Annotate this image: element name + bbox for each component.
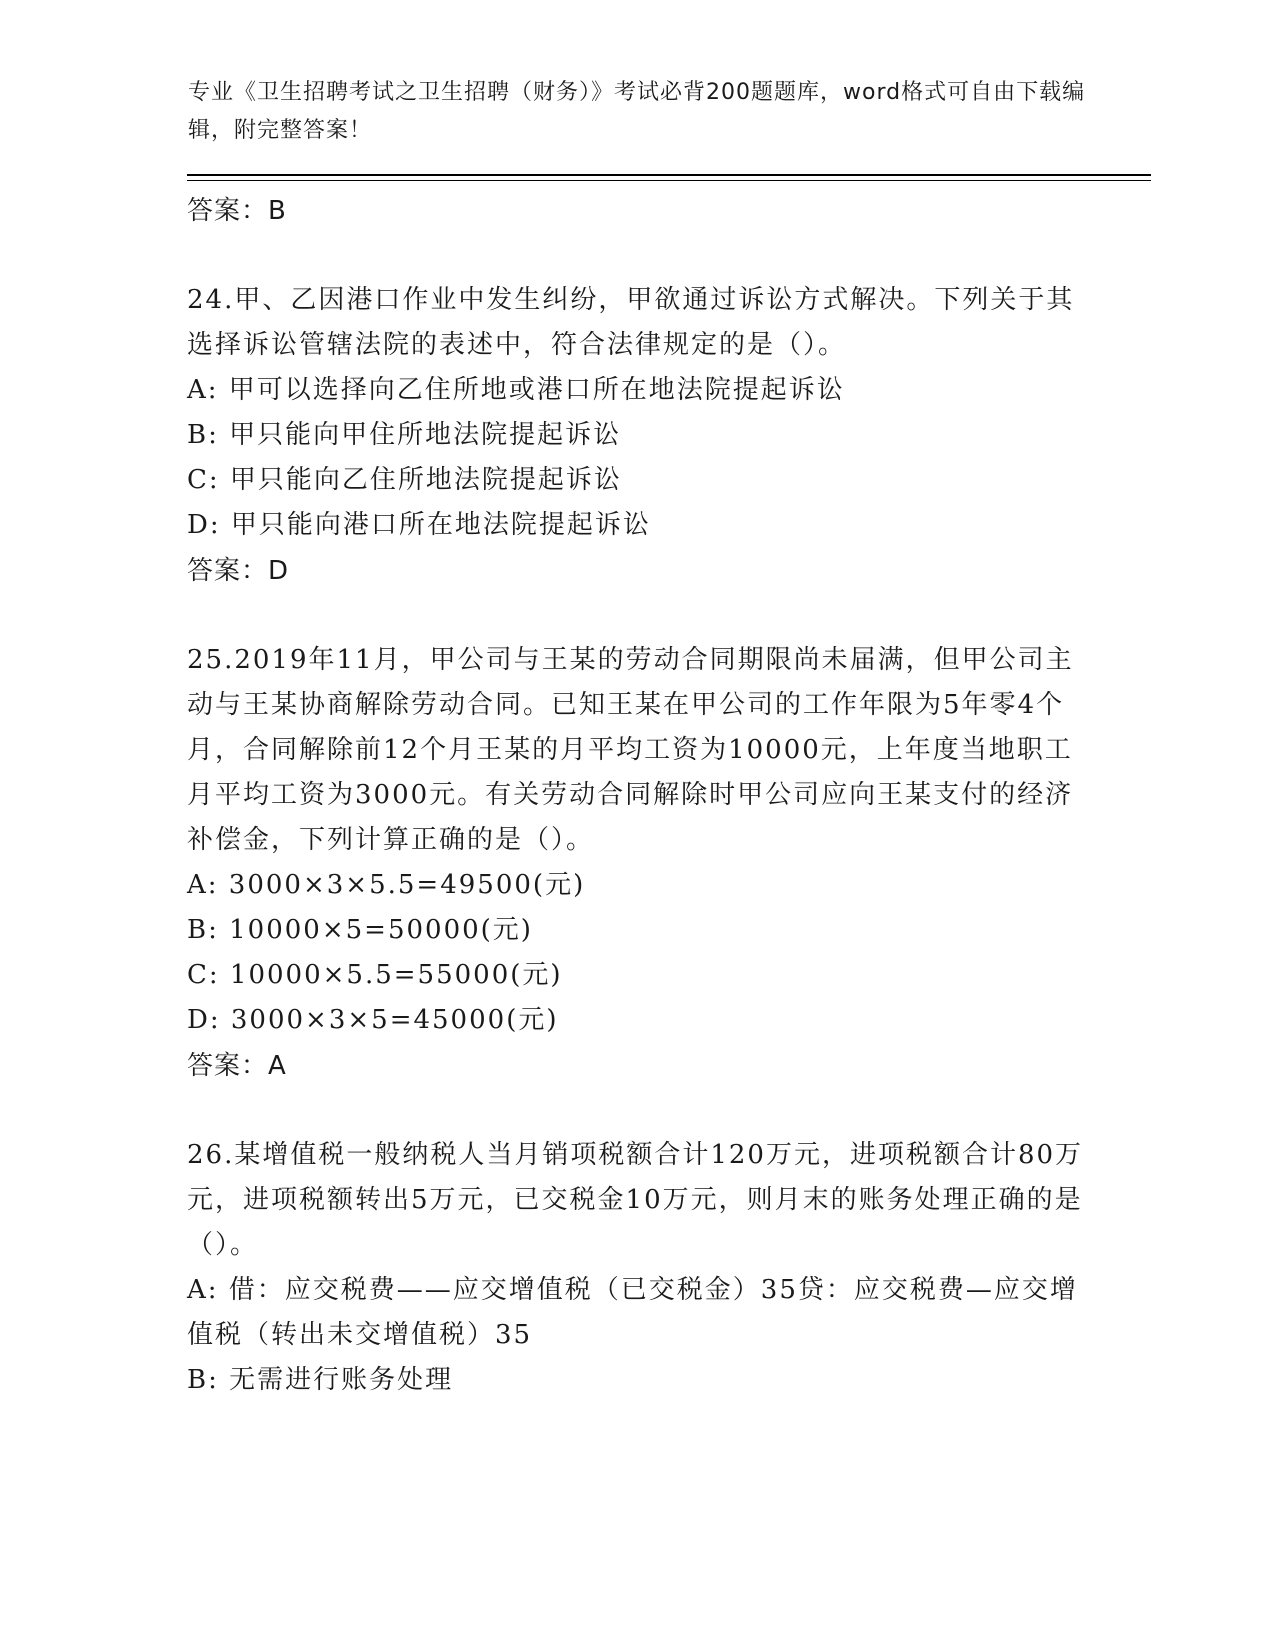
- question-answer: 答案：A: [187, 1051, 287, 1081]
- question-stem: 26.某增值税一般纳税人当月销项税额合计120万元，进项税额合计80万元，进项税额转出5万元，已交税金10万元，则月末的账务处理正确的是（）。: [187, 1140, 1084, 1260]
- option-d: D: 3000×3×5=45000(元): [187, 1005, 559, 1035]
- option-list: [187, 1268, 1087, 1403]
- header-divider-thick: [187, 174, 1151, 176]
- question-24: [187, 278, 1087, 594]
- question-stem: 25.2019年11月，甲公司与王某的劳动合同期限尚未届满，但甲公司主动与王某协商解除劳动合同。已知王某在甲公司的工作年限为5年零4个月，合同解除前12个月王某的月平均工资为10000元，上年度当地职工月平均工资为3000元。有关劳动合同解除时甲公司应向王某支付的经济补偿金，下列计算正确的是（）。: [187, 645, 1074, 855]
- header-divider-thin: [187, 180, 1151, 181]
- question-answer: 答案：D: [187, 556, 290, 586]
- option-list: [187, 863, 1087, 1043]
- document-header: 专业《卫生招聘考试之卫生招聘（财务）》考试必背200题题库，word格式可自由下载编辑，附完整答案！: [188, 80, 1086, 143]
- option-c: C: 10000×5.5=55000(元): [187, 960, 563, 990]
- option-b: B: 无需进行账务处理: [187, 1365, 454, 1395]
- option-b: B: 甲只能向甲住所地法院提起诉讼: [187, 420, 622, 450]
- option-a: A: 甲可以选择向乙住所地或港口所在地法院提起诉讼: [187, 375, 845, 405]
- option-c: C: 甲只能向乙住所地法院提起诉讼: [187, 465, 622, 495]
- question-25: [187, 638, 1087, 1089]
- option-a: A: 3000×3×5.5=49500(元): [187, 870, 586, 900]
- question-content: [187, 188, 1087, 1403]
- option-list: [187, 368, 1087, 548]
- option-d: D: 甲只能向港口所在地法院提起诉讼: [187, 510, 651, 540]
- question-26: [187, 1133, 1087, 1403]
- option-a: A: 借：应交税费——应交增值税（已交税金）35贷：应交税费—应交增值税（转出未交增值税）35: [187, 1275, 1078, 1350]
- question-stem: 24.甲、乙因港口作业中发生纠纷，甲欲通过诉讼方式解决。下列关于其选择诉讼管辖法院的表述中，符合法律规定的是（）。: [187, 285, 1075, 360]
- previous-answer: 答案：B: [187, 196, 287, 226]
- option-b: B: 10000×5=50000(元): [187, 915, 533, 945]
